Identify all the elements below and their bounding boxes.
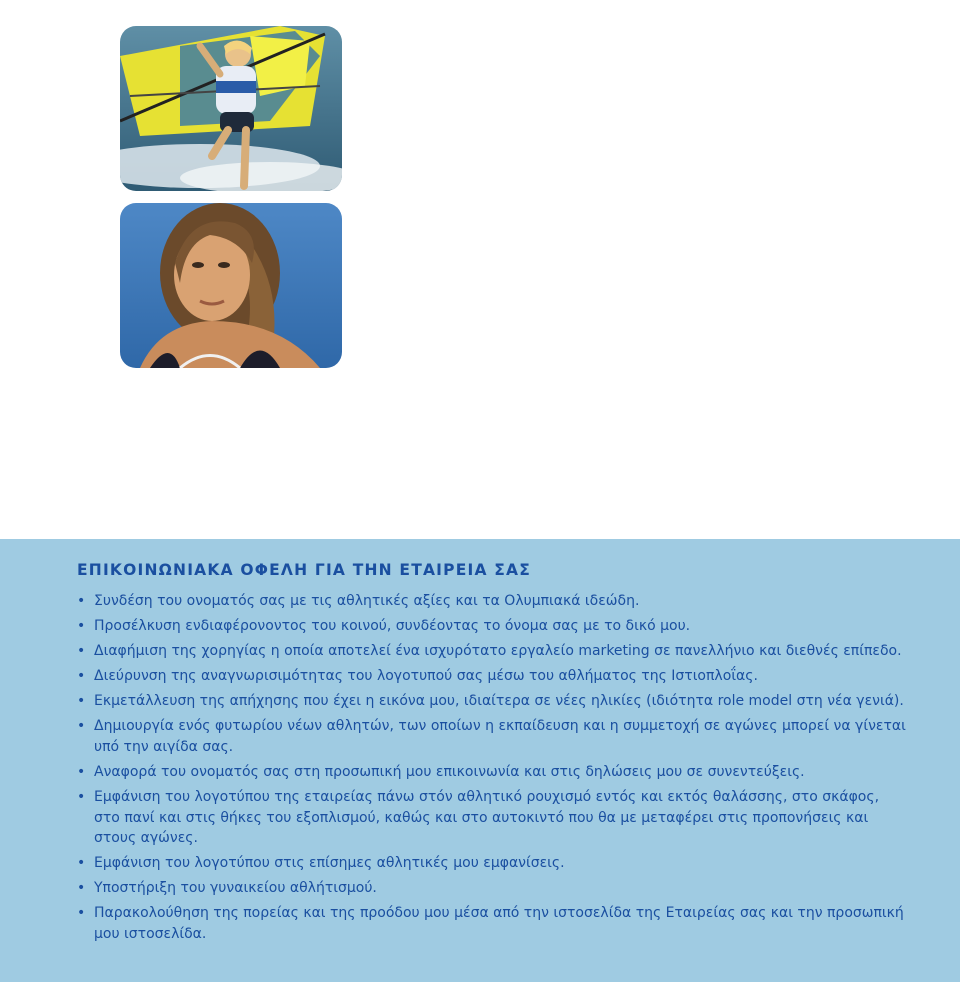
benefit-item xyxy=(77,666,907,687)
benefit-item xyxy=(77,787,907,849)
benefit-text: Προσέλκυση ενδιαφέρονοντος του κοινού, συνδέοντας το όνομα σας με το δικό μου. xyxy=(94,618,691,635)
benefit-text: Εκμετάλλευση της απήχησης που έχει η εικόνα μου, ιδιαίτερα σε νέες ηλικίες (ιδιότητα role model στη νέα γενιά). xyxy=(94,693,904,710)
benefit-item xyxy=(77,641,907,662)
benefit-item xyxy=(77,591,907,612)
benefit-text: Παρακολούθηση της πορείας και της προόδου μου μέσα από την ιστοσελίδα της Εταιρείας σας και την προσωπική μου ιστοσελίδα. xyxy=(94,905,904,942)
benefit-text: Διεύρυνση της αναγνωρισιμότητας του λογοτυπού σας μέσω του αθλήματος της Ιστιοπλοΐας. xyxy=(94,668,758,685)
benefit-item xyxy=(77,903,907,944)
bullet-icon: • xyxy=(77,693,86,710)
bullet-icon: • xyxy=(77,905,86,922)
benefit-item xyxy=(77,691,907,712)
windsurfer-illustration xyxy=(120,26,342,191)
bullet-icon: • xyxy=(77,718,86,735)
benefits-panel xyxy=(0,539,960,982)
bullet-icon: • xyxy=(77,880,86,897)
benefit-item xyxy=(77,878,907,899)
athlete-portrait-photo xyxy=(120,203,342,368)
benefit-text: Διαφήμιση της χορηγίας η οποία αποτελεί ένα ισχυρότατο εργαλείο marketing σε πανελλήνιο και διεθνές επίπεδο. xyxy=(94,643,902,660)
panel-title: ΕΠΙΚΟΙΝΩΝΙΑΚΑ ΟΦΕΛΗ ΓΙΑ ΤΗΝ ΕΤΑΙΡΕΙΑ ΣΑΣ xyxy=(77,561,532,579)
benefit-text: Συνδέση του ονοματός σας με τις αθλητικές αξίες και τα Ολυμπιακά ιδεώδη. xyxy=(94,593,640,609)
bullet-icon: • xyxy=(77,789,86,806)
benefit-text: Εμφάνιση του λογοτύπου της εταιρείας πάνω στόν αθλητικό ρουχισμό εντός και εκτός θαλάσσης, στο σκάφος, στο πανί και στις θήκες του εξοπλισμού, καθώς και στο αυτοκιντό που θα με μεταφέρει στις προπονήσεις και στους αγώνες. xyxy=(94,789,880,847)
benefit-text: Δημιουργία ενός φυτωρίου νέων αθλητών, των οποίων η εκπαίδευση και η συμμετοχή σε αγώνες μπορεί να γίνεται υπό την αιγίδα σας. xyxy=(94,718,906,755)
benefit-text: Υποστήριξη του γυναικείου αθλήτισμού. xyxy=(94,880,377,897)
portrait-illustration xyxy=(120,203,342,368)
bullet-icon: • xyxy=(77,593,86,609)
benefit-item xyxy=(77,716,907,757)
bullet-icon: • xyxy=(77,618,86,635)
bullet-icon: • xyxy=(77,855,86,872)
bullet-icon: • xyxy=(77,643,86,660)
benefit-text: Αναφορά του ονοματός σας στη προσωπική μου επικοινωνία και στις δηλώσεις μου σε συνεντεύξεις. xyxy=(94,764,805,781)
bullet-icon: • xyxy=(77,764,86,781)
benefit-text: Εμφάνιση του λογοτύπου στις επίσημες αθλητικές μου εμφανίσεις. xyxy=(94,855,565,872)
benefit-item xyxy=(77,762,907,783)
benefit-item xyxy=(77,616,907,637)
bullet-icon: • xyxy=(77,668,86,685)
windsurfer-photo xyxy=(120,26,342,191)
benefit-item xyxy=(77,853,907,874)
benefits-list xyxy=(77,591,907,949)
